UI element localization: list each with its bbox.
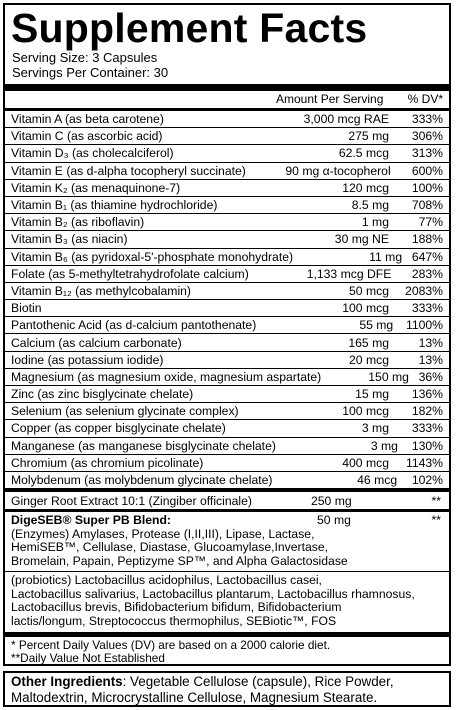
blend-header bbox=[11, 514, 443, 528]
nutrient-name: Vitamin A (as beta carotene) bbox=[11, 112, 164, 127]
nutrient-row bbox=[5, 283, 449, 300]
ginger-amount: 250 mg bbox=[311, 493, 352, 508]
ginger-row bbox=[5, 492, 449, 509]
blend-line: Bromelain, Papain, Peptizyme SP™, and Alpha Galactosidase bbox=[11, 553, 348, 568]
nutrient-dv: 136% bbox=[411, 387, 443, 402]
blend-name: DigeSEB® Super PB Blend: bbox=[11, 513, 171, 528]
nutrient-name: Manganese (as manganese bisglycinate chelate) bbox=[11, 438, 276, 453]
nutrient-name: Vitamin C (as ascorbic acid) bbox=[11, 129, 163, 144]
footnote-not-established: **Daily Value Not Established bbox=[11, 651, 165, 666]
blend-line: HemiSEB™, Cellulase, Diastase, Glucoamylase,Invertase, bbox=[11, 540, 328, 555]
nutrient-name: Iodine (as potassium iodide) bbox=[11, 352, 164, 367]
nutrient-name: Vitamin D₃ (as cholecalciferol) bbox=[11, 146, 174, 161]
nutrient-dv: 333% bbox=[411, 301, 443, 316]
nutrient-dv: 2083% bbox=[405, 283, 443, 298]
nutrient-row bbox=[5, 145, 449, 162]
nutrient-row bbox=[5, 300, 449, 317]
blend-line: (Enzymes) Amylases, Protease (I,II,III), Lipase, Lactase, bbox=[11, 526, 315, 541]
nutrient-amount: 62.5 mcg bbox=[338, 146, 389, 161]
nutrient-name: Vitamin B₁₂ (as methylcobalamin) bbox=[11, 283, 191, 298]
nutrient-row bbox=[5, 214, 449, 231]
nutrient-amount: 20 mcg bbox=[349, 352, 389, 367]
nutrient-name: Folate (as 5-methyltetrahydrofolate calcium) bbox=[11, 266, 249, 281]
other-ingredients-line2: Maltodextrin, Microcrystalline Cellulose, Magnesium Stearate. bbox=[11, 690, 378, 705]
blend-amount: 50 mg bbox=[317, 513, 351, 528]
probiotics-line: Lactobacillus brevis, Bifidobacterium bifidum, Bifidobacterium bbox=[11, 600, 342, 615]
footnotes bbox=[5, 637, 449, 666]
nutrient-row bbox=[5, 266, 449, 283]
nutrient-dv: 13% bbox=[418, 352, 443, 367]
nutrient-dv: 130% bbox=[411, 438, 443, 453]
nutrient-amount: 1 mg bbox=[361, 215, 389, 230]
other-ingredients-label: Other Ingredients bbox=[11, 674, 123, 689]
nutrient-row bbox=[5, 403, 449, 420]
nutrient-amount: 3 mg bbox=[370, 438, 398, 453]
nutrient-dv: 77% bbox=[418, 215, 443, 230]
nutrient-row bbox=[5, 163, 449, 180]
nutrient-name: Vitamin B₂ (as riboflavin) bbox=[11, 215, 145, 230]
thick-divider bbox=[5, 84, 449, 91]
nutrient-name: Selenium (as selenium glycinate complex) bbox=[11, 404, 239, 419]
probiotics-line: (probiotics) Lactobacillus acidophilus, Lactobacillus casei, bbox=[11, 573, 322, 588]
nutrient-row bbox=[5, 249, 449, 266]
nutrient-dv: 306% bbox=[411, 129, 443, 144]
nutrient-dv: 600% bbox=[411, 163, 443, 178]
nutrient-amount: 100 mcg bbox=[342, 301, 389, 316]
panel-title: Supplement Facts bbox=[11, 5, 368, 51]
nutrient-row bbox=[5, 369, 449, 386]
nutrient-amount: 3 mg bbox=[361, 421, 389, 436]
serving-size: Serving Size: 3 Capsules bbox=[12, 50, 158, 65]
nutrient-amount: 11 mg bbox=[369, 249, 403, 264]
footnote-dv: * Percent Daily Values (DV) are based on a 2000 calorie diet. bbox=[11, 637, 331, 652]
ginger-name: Ginger Root Extract 10:1 (Zingiber officinale) bbox=[11, 493, 252, 508]
nutrient-name: Calcium (as calcium carbonate) bbox=[11, 335, 182, 350]
nutrient-dv: 313% bbox=[411, 146, 443, 161]
nutrient-name: Copper (as copper bisglycinate chelate) bbox=[11, 421, 226, 436]
nutrient-dv: 1143% bbox=[405, 455, 443, 470]
nutrient-name: Magnesium (as magnesium oxide, magnesium aspartate) bbox=[11, 369, 322, 384]
probiotics-line: lactis/longum, Streptococcus thermophilus, SEBiotic™, FOS bbox=[11, 613, 337, 628]
nutrient-amount: 90 mg α-tocopherol bbox=[285, 163, 391, 178]
blend-dv: ** bbox=[431, 513, 441, 528]
nutrient-name: Chromium (as chromium picolinate) bbox=[11, 455, 204, 470]
nutrient-amount: 100 mcg bbox=[342, 404, 389, 419]
nutrient-amount: 150 mg bbox=[368, 369, 409, 384]
dv-header: % DV* bbox=[407, 92, 443, 106]
nutrient-dv: 100% bbox=[411, 180, 443, 195]
nutrient-row bbox=[5, 438, 449, 455]
nutrient-amount: 275 mg bbox=[348, 129, 389, 144]
nutrient-list bbox=[5, 111, 449, 489]
nutrient-dv: 13% bbox=[418, 335, 443, 350]
nutrient-name: Vitamin K₂ (as menaquinone-7) bbox=[11, 180, 181, 195]
amount-header: Amount Per Serving bbox=[276, 92, 384, 106]
other-ingredients bbox=[3, 671, 451, 707]
nutrient-amount: 400 mcg bbox=[342, 455, 389, 470]
nutrient-name: Molybdenum (as molybdenum glycinate chelate) bbox=[11, 473, 273, 488]
column-header bbox=[5, 91, 449, 108]
nutrient-row bbox=[5, 334, 449, 351]
nutrient-row bbox=[5, 317, 449, 334]
nutrient-amount: 1,133 mcg DFE bbox=[306, 266, 392, 281]
servings-per-container: Servings Per Container: 30 bbox=[12, 65, 169, 80]
other-ingredients-text: : Vegetable Cellulose (capsule), Rice Powder, bbox=[122, 674, 394, 689]
nutrient-dv: 102% bbox=[411, 473, 443, 488]
nutrient-amount: 46 mcg bbox=[357, 473, 398, 488]
nutrient-name: Zinc (as zinc bisglycinate chelate) bbox=[11, 387, 194, 402]
nutrient-name: Pantothenic Acid (as d-calcium pantothenate) bbox=[11, 318, 257, 333]
nutrient-amount: 50 mcg bbox=[349, 283, 389, 298]
nutrient-row bbox=[5, 472, 449, 489]
nutrient-dv: 188% bbox=[411, 232, 443, 247]
nutrient-dv: 1100% bbox=[405, 318, 443, 333]
probiotics-line: Lactobacillus salivarius, Lactobacillus plantarum, Lactobacillus rhamnosus, bbox=[11, 586, 415, 601]
nutrient-row bbox=[5, 128, 449, 145]
nutrient-row bbox=[5, 455, 449, 472]
nutrient-name: Vitamin B₃ (as niacin) bbox=[11, 232, 128, 247]
nutrient-dv: 36% bbox=[418, 369, 443, 384]
ginger-dv: ** bbox=[431, 493, 441, 508]
nutrient-row bbox=[5, 352, 449, 369]
nutrient-dv: 333% bbox=[411, 421, 443, 436]
nutrient-name: Vitamin E (as d-alpha tocopheryl succinate) bbox=[11, 163, 246, 178]
nutrient-amount: 8.5 mg bbox=[351, 198, 389, 213]
nutrient-amount: 55 mg bbox=[359, 318, 394, 333]
nutrient-dv: 283% bbox=[411, 266, 443, 281]
nutrient-name: Vitamin B₁ (as thiamine hydrochloride) bbox=[11, 198, 218, 213]
nutrient-dv: 708% bbox=[411, 198, 443, 213]
nutrient-amount: 30 mg NE bbox=[334, 232, 389, 247]
nutrient-row bbox=[5, 111, 449, 128]
blend-section bbox=[5, 512, 449, 571]
nutrient-row bbox=[5, 420, 449, 437]
nutrient-row bbox=[5, 180, 449, 197]
nutrient-amount: 3,000 mcg RAE bbox=[303, 112, 389, 127]
nutrient-amount: 120 mcg bbox=[342, 180, 389, 195]
nutrient-dv: 647% bbox=[411, 249, 443, 264]
probiotics-section bbox=[5, 572, 449, 631]
nutrient-name: Biotin bbox=[11, 301, 42, 316]
nutrient-amount: 15 mg bbox=[355, 387, 389, 402]
nutrient-row bbox=[5, 197, 449, 214]
nutrient-row bbox=[5, 231, 449, 248]
nutrient-dv: 333% bbox=[411, 112, 443, 127]
nutrient-dv: 182% bbox=[411, 404, 443, 419]
nutrient-amount: 165 mg bbox=[348, 335, 389, 350]
nutrient-name: Vitamin B₆ (as pyridoxal-5'-phosphate monohydrate) bbox=[11, 249, 294, 264]
nutrient-row bbox=[5, 386, 449, 403]
supplement-facts-panel bbox=[3, 3, 451, 666]
